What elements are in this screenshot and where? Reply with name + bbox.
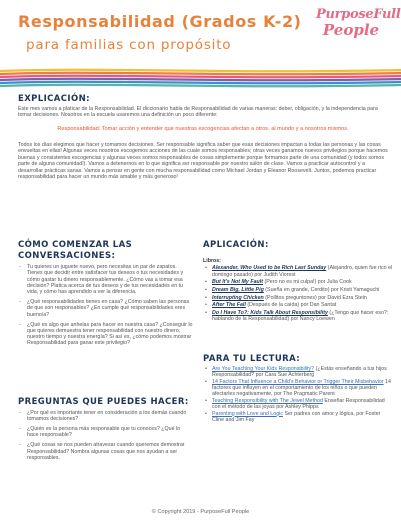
book-details: (Después de la caída) por Dan Santat [245,302,337,309]
reading-details: Ser padres con amor y lógica, por Foster Cline and Jim Fay [212,410,381,423]
questions-heading: PREGUNTAS QUE PUEDES HACER: [18,397,189,407]
stripe-line [0,85,401,87]
page-title: Responsabilidad (Grados K-2) [18,12,302,31]
book-details: (Pero no es mi culpa!) por Julia Cook [263,279,352,286]
reading-link[interactable]: Are You Teaching Your Kids Responsibility? [212,366,315,372]
copyright-footer: © Copyright 2019 - PurposeFull People [151,509,250,515]
book-link[interactable]: Dream Big, Little Pig [212,286,264,293]
book-details: (¿Tengo que hacer eso?: hablando de la Responsabilidad) por Nancy Loewen [212,310,389,323]
conversations-heading-2: CONVERSACIONES: [18,251,116,261]
conversations-list [18,264,193,350]
book-details: (Alejandro, quien fue rico el domingo pasado) por Judith Viorest [212,265,393,278]
explanation-body: Todos los días elegimos que hacer y tomamos decisiones. Ser responsable significa saber que esas decisiones impactan a todas las personas y las cosas envueltas en ellas! Algunas veces nosotros escogemos acciones de las cuale somos responsables; otras veces ganamos nuevos privilegios porque hacemos buenas y consistentes escogencias y algunas veces somos responsables de cosas simplemente porque formamos parte de una comunidad (y todos somos parte de alguna comunidad!). Vamos a detenernos en lo que significa ser responsable por nuestro salón de clase. Vamos a practicar autocontrol y a desarrollar prácticas sanas. Vamos a pensar en gente con mucha responsabilidad como Michael Jordan y Eleanor Roosevelt. Juntos, podemos practicar responsabilidad para hacer un mundo más amable y más generoso! [18,142,388,181]
books-list [203,258,393,324]
reading-details: (¿Estás enseñando a tus hijos Responsabilidad? por Cara Sue Achterberg [212,366,387,379]
conversations-heading-1: CÓMO COMENZAR LAS [18,240,133,250]
reading-heading: PARA TU LECTURA: [203,354,301,364]
questions-list [18,410,193,465]
book-link[interactable]: Do I Have To?: Kids Talk About Responsibility [212,310,328,317]
list-item: - ¿Qué responsabilidades tienes en casa? ¿Cómo saben las personas de que son responsables? ¿En cumple qué responsabilidades eres bueno/a? [18,299,193,318]
reading-details: 14 factores que influyen en el comportamiento de los niños o que pueden afectarles negativamente, por The Pragmatic Parent [212,378,391,398]
book-item [203,310,393,323]
reading-list [203,366,393,423]
stripe-line [0,70,401,72]
stripe-line [0,73,401,75]
application-heading: APLICACIÓN: [203,240,269,250]
reading-link[interactable]: Parenting with Love and Logic [212,410,283,417]
book-item [203,265,393,278]
books-label: Libros: [203,258,221,264]
responsibility-definition: Responsabilidad: Tomar acción y entender que nuestras escogencias afectan a otros, al mundo y a nosotros mismos. [57,126,349,132]
purposefull-logo [316,7,401,58]
book-link[interactable]: After The Fall [212,302,246,309]
book-details: (Pollitos preguntones) por David Ezra Stein [263,294,367,301]
explanation-heading: EXPLICACIÓN: [18,94,90,104]
stripe-line [0,82,401,84]
reading-details: Enseñar Responsabilidad con el método de las joyas por Ashley Phipps [212,397,385,410]
reading-item [203,366,393,378]
reading-item [203,398,393,410]
book-item [203,279,393,285]
logo-line-1: PurposeFull [316,7,401,22]
book-item [203,287,393,293]
stripe-line [0,76,401,78]
list-item: - ¿Quién es la persona más responsable que tu conoces? ¿Qué lo hace responsable? [18,426,193,439]
reading-item [203,379,393,398]
list-item: - ¿Qué es algo que anhelas para hacer en nuestra casa? ¿Conseguir lo que quieres demuestra tener responsabilidad con nuestro dinero, nuestro tiempo y nuestra energía? Si así es, ¿cómo podemos mostrar Responsabilidad para ganar este privilegio? [18,322,193,347]
book-link[interactable]: But It's Not My Fault [212,279,263,286]
book-item [203,302,393,308]
book-details: (Sueña en grande, Cerdito) por Kristi Yamaguchi [263,286,380,293]
list-item: - Tu quieres un juguete nuevo, pero necesitas un par de zapatos. Tienes que decidir entre satisfacer tus deseos o tus necesidades y cómo gastar tu dinero responsablemente. ¿Cómo vas a tomar esa decisión? Platica acerca de tus deseos y de tus necesidades en tu vida, y cómo has aprendido a ver la diferencia. [18,264,193,295]
explanation-intro: Este mes vamos a platicar de la Responsabilidad. El diccionario habla de Responsabilidad de varias maneras: deber, obligación, y la independencia para tomar decisiones. Nosotros en la escuela usaremos una definición un poco diferente: [18,106,378,119]
list-item: - ¿Qué cosas se nos pueden atravesar cuando queremos demostrar Responsabilidad? Nombra algunas cosas que nos ayudan a ser responsables. [18,442,193,461]
logo-line-2: People [322,21,380,39]
book-link[interactable]: Interrupting Chicken [212,294,264,301]
decorative-stripes [0,66,401,90]
reading-link[interactable]: Teaching Responsibility with The Jewel Method [212,397,323,404]
reading-item [203,411,393,423]
list-item: - ¿Por qué es importante tener en consideración a los demás cuando tomamos decisiones? [18,410,193,423]
book-link[interactable]: Alexander, Who Used to be Rich Last Sunday [212,265,327,272]
page-subtitle: para familias con propósito [26,37,232,53]
stripe-line [0,79,401,81]
book-item [203,295,393,301]
reading-link[interactable]: 14 Factors That Influence a Child's Behavior or Trigger Their Misbehavior [212,378,384,385]
